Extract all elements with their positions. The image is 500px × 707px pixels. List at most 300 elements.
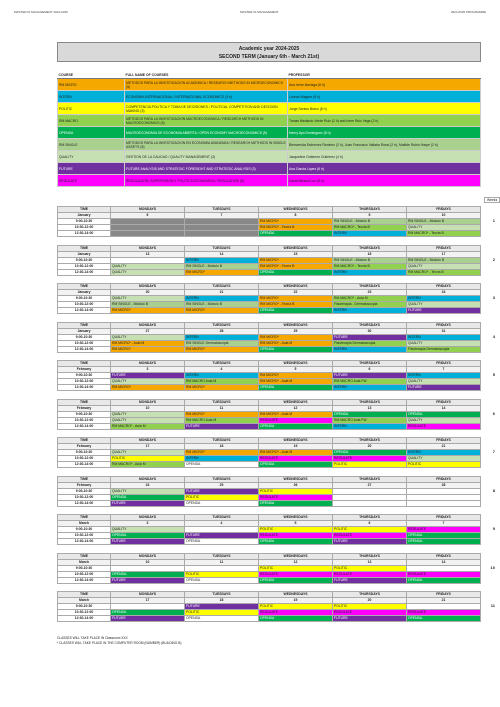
day-header: THURSDAYS <box>333 207 407 213</box>
day-number: 14 <box>185 251 259 257</box>
day-header: TIME <box>58 438 111 444</box>
day-number: 4 <box>185 521 259 527</box>
day-header: TIME <box>58 515 111 521</box>
day-header: FRIDAYS <box>407 322 481 328</box>
timeslot-row <box>58 423 481 429</box>
class-slot: OPENDA <box>259 462 333 468</box>
page-header <box>14 10 486 18</box>
class-slot: OPENDA <box>185 462 259 468</box>
courses-table <box>57 72 481 187</box>
class-slot: FUTURE <box>333 616 407 622</box>
class-slot: OPENDA <box>111 533 185 539</box>
class-slot: RM MICRO* - Aula M <box>259 379 333 385</box>
day-number: 25 <box>185 482 259 488</box>
week-block <box>57 591 495 626</box>
class-slot: FUTURE <box>111 500 185 506</box>
class-slot: OPENDA <box>259 423 333 429</box>
class-slot: RM SINGLE - Módulo B <box>185 263 259 269</box>
class-slot: QUALITY <box>111 450 185 456</box>
class-slot: REGULATE <box>333 571 407 577</box>
class-slot: QUALITY <box>407 379 481 385</box>
day-number: 28 <box>407 482 481 488</box>
month-label: March <box>58 598 111 604</box>
month-label: February <box>58 444 111 450</box>
day-number: 22 <box>259 290 333 296</box>
time-label: 10:30-12:00 <box>58 379 111 385</box>
class-slot: REGULATE <box>259 456 333 462</box>
day-number: 28 <box>185 328 259 334</box>
class-slot: REGULATE <box>259 533 333 539</box>
month-label: January <box>58 251 111 257</box>
class-slot: OPENDA <box>259 346 333 352</box>
class-slot: POLITIC <box>185 571 259 577</box>
week-block <box>57 476 495 511</box>
week-number: 1 <box>492 218 495 223</box>
month-label: February <box>58 405 111 411</box>
class-slot: REGULATE <box>407 423 481 429</box>
col-course: COURSE <box>58 72 125 79</box>
day-number: 13 <box>333 405 407 411</box>
time-label: 12:30-14:00 <box>58 269 111 275</box>
timeslot-row <box>58 269 481 275</box>
class-slot: QUALITY <box>407 456 481 462</box>
class-slot: OPENDA <box>259 385 333 391</box>
class-slot: RM SINGLE - Módulo B <box>407 257 481 263</box>
day-header: TUESDAYS <box>185 245 259 251</box>
class-slot: INTERN <box>333 308 407 314</box>
week-block <box>57 514 495 549</box>
time-label: 12:30-14:00 <box>58 423 111 429</box>
week-block <box>57 245 495 280</box>
timeslot-row <box>58 231 481 237</box>
course-row <box>58 139 481 151</box>
course-name: METODOS PARA LA INVESTIGACION MACROECONOMICA / RESEARCH METHODS IN MACROECONOMICS (5) <box>125 115 288 127</box>
course-professor: Jorge Santos Bravo (6 h) <box>288 103 481 115</box>
day-number: 21 <box>407 444 481 450</box>
course-name: REGULACION, SUPERVISION Y POLITICA ECONOMICA / REGULATION (5) <box>125 175 288 187</box>
class-slot: QUALITY <box>111 411 185 417</box>
class-slot: FUTURE <box>333 577 407 583</box>
class-slot: RM MICRO* <box>111 308 185 314</box>
day-number: 3 <box>111 367 185 373</box>
timeslot-row <box>58 527 481 533</box>
day-number: 12 <box>259 559 333 565</box>
day-number: 3 <box>111 521 185 527</box>
timeslot-row <box>58 462 481 468</box>
class-slot: REGULATE <box>259 494 333 500</box>
class-slot: RM MICRO* <box>259 334 333 340</box>
course-name: COMPETENCIA POLITICA Y TOMA DE DECISIONES / POLITICAL COMPETITION AND DECISION MAKING (3) <box>125 103 288 115</box>
class-slot: INTERN <box>185 296 259 302</box>
month-label: February <box>58 367 111 373</box>
week-block <box>57 206 495 241</box>
class-slot: OPENDA <box>407 616 481 622</box>
course-professor: Henry Ayo Dominguez (8 h) <box>288 127 481 139</box>
time-label: 12:30-14:00 <box>58 231 111 237</box>
timeslot-row <box>58 533 481 539</box>
week-number: 10 <box>490 564 495 570</box>
day-number: 6 <box>333 367 407 373</box>
class-slot: RM MACRO* - Teoría B <box>333 263 407 269</box>
course-code: FUTURE <box>58 163 125 175</box>
week-table <box>57 322 481 353</box>
class-slot: FUTURE <box>407 385 481 391</box>
day-header: FRIDAYS <box>407 592 481 598</box>
class-slot: RM MICRO* - Teoría B <box>259 302 333 308</box>
timeslot-row <box>58 296 481 302</box>
day-header: THURSDAYS <box>333 361 407 367</box>
class-slot: OPENDA <box>333 411 407 417</box>
class-slot: OPENDA <box>259 616 333 622</box>
class-slot: POLITIC <box>259 604 333 610</box>
day-number: 5 <box>259 367 333 373</box>
time-label: 12:30-14:00 <box>58 308 111 314</box>
class-slot: REGULATE <box>407 571 481 577</box>
class-slot: QUALITY <box>111 334 185 340</box>
time-label: 10:30-12:00 <box>58 610 111 616</box>
class-slot: POLITIC <box>407 462 481 468</box>
class-slot: POLITIC <box>259 488 333 494</box>
day-header: THURSDAYS <box>333 592 407 598</box>
class-slot: POLITIC <box>333 565 407 571</box>
time-label: 9:00-10:30 <box>58 219 111 225</box>
class-slot: OPENDA <box>259 539 333 545</box>
class-slot: REGULATE <box>407 610 481 616</box>
class-slot: RM MACRO Aula M <box>185 379 259 385</box>
day-header: TUESDAYS <box>185 322 259 328</box>
class-slot: OPENDA <box>407 533 481 539</box>
day-header: FRIDAYS <box>407 515 481 521</box>
day-header: MONDAYS <box>111 515 185 521</box>
schedule-title <box>57 42 481 62</box>
day-header: FRIDAYS <box>407 476 481 482</box>
timeslot-row <box>58 263 481 269</box>
timeslot-row <box>58 334 481 340</box>
time-label: 10:30-12:00 <box>58 533 111 539</box>
day-header: FRIDAYS <box>407 438 481 444</box>
day-header: THURSDAYS <box>333 515 407 521</box>
class-slot: POLITIC <box>185 610 259 616</box>
day-header: MONDAYS <box>111 399 185 405</box>
class-slot: RM SINGLE - Módulo B <box>407 219 481 225</box>
day-number: 17 <box>111 444 185 450</box>
note-computer-room: * CLASSES WILL TAKE PLACE IN THE COMPUTER ROOM (NUMBER) (BUILDING B) <box>57 641 182 645</box>
course-row <box>58 103 481 115</box>
day-number: 6 <box>111 213 185 219</box>
day-header: TIME <box>58 476 111 482</box>
class-slot: OPENDA <box>185 616 259 622</box>
class-slot: RM MACRO* - Aula M <box>333 296 407 302</box>
day-number: 10 <box>407 213 481 219</box>
day-header: TUESDAYS <box>185 592 259 598</box>
class-slot: INTERN <box>407 296 481 302</box>
day-number: 18 <box>185 444 259 450</box>
day-header: THURSDAYS <box>333 553 407 559</box>
class-slot: RM MICRO* - Aula M <box>259 450 333 456</box>
class-slot: RM SINGLE Dermatoscopia <box>185 340 259 346</box>
day-number: 12 <box>259 405 333 411</box>
class-slot: RM MACRO* - Teoría B <box>407 231 481 237</box>
day-header: TIME <box>58 207 111 213</box>
class-slot: QUALITY <box>111 379 185 385</box>
week-number: 5 <box>492 372 495 377</box>
day-header: MONDAYS <box>111 322 185 328</box>
class-slot: INTERN <box>333 231 407 237</box>
class-slot: FUTURE <box>111 616 185 622</box>
day-header: MONDAYS <box>111 476 185 482</box>
day-number: 11 <box>185 559 259 565</box>
time-label: 10:30-12:00 <box>58 456 111 462</box>
time-label: 9:00-10:30 <box>58 450 111 456</box>
class-slot: RM MACRO Aula FW <box>333 417 407 423</box>
course-professor: Ana Garcia Lopez (6 h) <box>288 163 481 175</box>
class-slot: REGULATE <box>259 417 333 423</box>
class-slot: REGULATE <box>259 610 333 616</box>
day-header: TUESDAYS <box>185 476 259 482</box>
class-slot: REGULATE <box>259 571 333 577</box>
day-header: MONDAYS <box>111 207 185 213</box>
day-number: 31 <box>407 328 481 334</box>
course-row <box>58 115 481 127</box>
time-label: 9:00-10:30 <box>58 334 111 340</box>
time-label: 9:00-10:30 <box>58 296 111 302</box>
day-header: TUESDAYS <box>185 361 259 367</box>
day-header: THURSDAYS <box>333 284 407 290</box>
week-table <box>57 476 481 507</box>
class-slot: QUALITY <box>407 263 481 269</box>
day-header: WEDNESDAYS <box>259 245 333 251</box>
day-number: 13 <box>111 251 185 257</box>
class-slot: OPENDA <box>407 411 481 417</box>
day-header: WEDNESDAYS <box>259 284 333 290</box>
week-block <box>57 437 495 472</box>
header-right: 2024-2025 PROGRAMME <box>450 10 486 14</box>
course-name: FUTURE ANALYSIS AND STRATEGIC FORESIGHT AND STRATEGIC ANALYSIS (3) <box>125 163 288 175</box>
time-label: 12:30-14:00 <box>58 346 111 352</box>
day-header: FRIDAYS <box>407 245 481 251</box>
time-label: 10:30-12:00 <box>58 340 111 346</box>
class-slot: RM SINGLE - Módulo B <box>333 257 407 263</box>
day-number: 10 <box>111 405 185 411</box>
course-row <box>58 79 481 91</box>
day-number: 19 <box>259 598 333 604</box>
week-number: 6 <box>492 410 495 416</box>
class-slot: INTERN <box>185 456 259 462</box>
month-label: January <box>58 213 111 219</box>
day-number: 21 <box>185 290 259 296</box>
course-row <box>58 163 481 175</box>
week-number: 8 <box>492 487 495 493</box>
day-header: THURSDAYS <box>333 322 407 328</box>
week-table <box>57 591 481 622</box>
class-slot: FUTURE <box>111 373 185 379</box>
course-code: RM MICRO <box>58 79 125 91</box>
time-label: 9:00-10:30 <box>58 411 111 417</box>
class-slot: RM MICRO* <box>111 346 185 352</box>
timeslot-row <box>58 456 481 462</box>
week-table <box>57 399 481 430</box>
week-block <box>57 553 495 588</box>
course-code: OPENDA <box>58 127 125 139</box>
class-slot: FUTURE <box>333 373 407 379</box>
day-number: 30 <box>333 328 407 334</box>
class-slot: RM MICRO* <box>259 257 333 263</box>
course-name: GESTION DE LA CALIDAD / QUALITY MANAGEMENT (3) <box>125 151 288 163</box>
class-slot: RM MICRO* - Aula M <box>259 340 333 346</box>
course-professor: Jacqueline Gutierrez Gutierrez (4 h) <box>288 151 481 163</box>
weeks-label: Weeks <box>484 197 500 203</box>
class-slot: FUTURE <box>185 488 259 494</box>
timeslot-row <box>58 616 481 622</box>
class-slot: POLITIC <box>259 527 333 533</box>
day-header: FRIDAYS <box>407 399 481 405</box>
course-professor: Tomas Medardo Verde Ruiz (2 h) and Irene Ruiz Vega (2 h) <box>288 115 481 127</box>
class-slot: RM MACRO* - Aula M <box>111 423 185 429</box>
class-slot: QUALITY <box>111 269 185 275</box>
class-slot: QUALITY <box>407 225 481 231</box>
week-number: 4 <box>492 333 495 339</box>
class-slot: QUALITY <box>111 296 185 302</box>
class-slot: INTERN <box>333 423 407 429</box>
day-number: 14 <box>407 405 481 411</box>
day-header: TIME <box>58 284 111 290</box>
week-table <box>57 514 481 545</box>
month-label: March <box>58 559 111 565</box>
timeslot-row <box>58 379 481 385</box>
class-slot: RM MICRO* <box>185 346 259 352</box>
week-number: 9 <box>492 526 495 531</box>
day-header: MONDAYS <box>111 553 185 559</box>
class-slot: RM SINGLE - Módulo B <box>333 219 407 225</box>
week-number: 11 <box>490 603 495 608</box>
class-slot: RM MICRO* - Aula M <box>111 340 185 346</box>
class-slot: REGULATE <box>407 527 481 533</box>
class-slot: QUALITY <box>407 340 481 346</box>
time-label: 9:00-10:30 <box>58 565 111 571</box>
day-number: 27 <box>333 482 407 488</box>
course-row <box>58 175 481 187</box>
class-slot: INTERN <box>333 346 407 352</box>
time-label: 9:00-10:30 <box>58 604 111 610</box>
class-slot: POLITIC <box>333 462 407 468</box>
class-slot: REGULATE <box>333 456 407 462</box>
class-slot: REGULATE <box>333 533 407 539</box>
day-header: FRIDAYS <box>407 361 481 367</box>
footnotes <box>57 636 181 646</box>
schedule-sheet <box>57 42 481 187</box>
time-label: 9:00-10:30 <box>58 488 111 494</box>
day-header: TIME <box>58 361 111 367</box>
course-professor: David Mirasol Luz (8 h) <box>288 175 481 187</box>
class-slot: QUALITY <box>407 302 481 308</box>
week-table <box>57 283 481 314</box>
class-slot: QUALITY <box>111 527 185 533</box>
class-slot <box>333 500 407 506</box>
week-block <box>57 322 495 357</box>
course-name: METODOS PARA LA INVESTIGACION ACADEMICA / RESEARCH METHODS IN MICROECONOMICS (5) <box>125 79 288 91</box>
day-header: TIME <box>58 553 111 559</box>
day-header: MONDAYS <box>111 361 185 367</box>
course-name: ECONOMIA INTERNACIONAL / INTERNATIONAL ECONOMICS (3 h) <box>125 91 288 103</box>
course-name: MACROECONOMIA DE ECONOMIA ABIERTA / OPEN ECONOMY MACROECONOMICS (5) <box>125 127 288 139</box>
month-label: January <box>58 290 111 296</box>
timeslot-row <box>58 450 481 456</box>
class-slot: QUALITY <box>111 417 185 423</box>
time-label: 9:00-10:30 <box>58 257 111 263</box>
class-slot: OPENDA <box>111 494 185 500</box>
day-number: 7 <box>407 521 481 527</box>
day-number: 24 <box>407 290 481 296</box>
day-header: MONDAYS <box>111 284 185 290</box>
class-slot: RM MACRO Aula FW <box>333 379 407 385</box>
class-slot: POLITIC <box>333 604 407 610</box>
class-slot: RM MICRO* <box>185 385 259 391</box>
class-slot: OPENDA <box>259 269 333 275</box>
week-block <box>57 283 495 318</box>
month-label: January <box>58 328 111 334</box>
time-label: 10:30-12:00 <box>58 302 111 308</box>
course-professor: Bienvenida Estivenez Ramirez (2 h), Juan Francisco Vallaba Rossi (2 h), Matilde Rubio Harpe (2 h) <box>288 139 481 151</box>
course-code: INTERN <box>58 91 125 103</box>
class-slot: RM MICRO* <box>259 373 333 379</box>
day-number: 20 <box>333 598 407 604</box>
time-label: 9:00-10:30 <box>58 527 111 533</box>
day-number: 7 <box>407 367 481 373</box>
day-header: THURSDAYS <box>333 476 407 482</box>
day-header: FRIDAYS <box>407 553 481 559</box>
header-left: MASTER IN MANAGEMENT 2024-2025 <box>14 10 68 14</box>
class-slot: OPENDA <box>259 231 333 237</box>
class-slot: INTERN <box>185 334 259 340</box>
timeslot-row <box>58 385 481 391</box>
day-number: 24 <box>111 482 185 488</box>
day-number: 18 <box>185 598 259 604</box>
day-header: WEDNESDAYS <box>259 592 333 598</box>
class-slot: Fisioterapia - Dermatoscopia <box>333 302 407 308</box>
class-slot: POLITIC <box>185 494 259 500</box>
note-classroom: CLASSES WILL TAKE PLACE IN Classroom XXX <box>57 636 128 640</box>
timeslot-row <box>58 500 481 506</box>
day-number: 14 <box>407 559 481 565</box>
class-slot: FUTURE <box>333 539 407 545</box>
day-header: TUESDAYS <box>185 438 259 444</box>
day-header: WEDNESDAYS <box>259 476 333 482</box>
day-header: MONDAYS <box>111 592 185 598</box>
day-number: 10 <box>111 559 185 565</box>
class-slot: OPENDA <box>185 539 259 545</box>
class-slot: REGULATE <box>333 610 407 616</box>
class-slot: FUTURE <box>111 539 185 545</box>
day-number: 13 <box>333 559 407 565</box>
class-slot: INTERN <box>407 373 481 379</box>
class-slot: RM MICRO* <box>111 385 185 391</box>
class-slot: RM MICRO* <box>185 269 259 275</box>
course-code: RM SINGLE <box>58 139 125 151</box>
day-header: TUESDAYS <box>185 284 259 290</box>
class-slot: FUTURE <box>185 533 259 539</box>
week-table <box>57 206 481 237</box>
course-name: METODOS PARA LA INVESTIGACION EN ECONOMIA AVANZADA / RESEARCH METHODS IN SINGLE ASSETS (5) <box>126 140 286 149</box>
day-header: TIME <box>58 245 111 251</box>
class-slot: FUTURE <box>185 423 259 429</box>
col-professor: PROFESSOR <box>288 72 481 79</box>
academic-year: Academic year 2024-2025 <box>238 46 300 52</box>
class-slot: RM MICRO* <box>259 219 333 225</box>
class-slot: RM MICRO* <box>185 411 259 417</box>
class-slot: RM MICRO* <box>185 450 259 456</box>
timeslot-row <box>58 417 481 423</box>
day-number: 11 <box>185 405 259 411</box>
